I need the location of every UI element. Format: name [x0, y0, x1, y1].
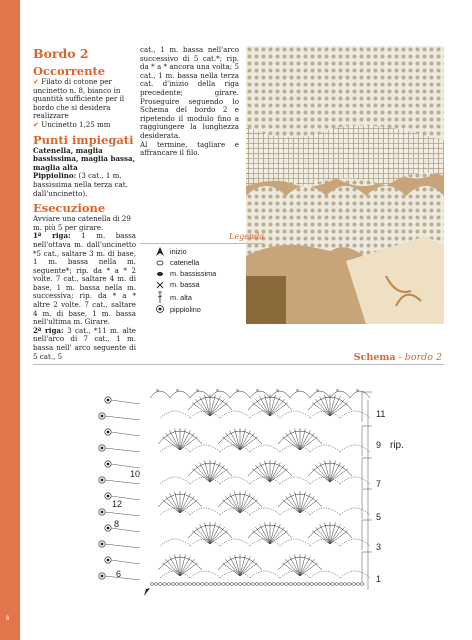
- occorrente-item-filato: ✔ Filato di cotone per uncinetto n. 8, bianco in quantità sufficiente per il bordo che si desidera realizzare: [33, 77, 125, 121]
- lace-photo-image: [246, 46, 444, 324]
- svg-text:×: ×: [196, 388, 199, 394]
- finishing-instructions: Al termine, tagliare e affrancare il filo.: [140, 139, 239, 158]
- row-number-12: 12: [112, 499, 123, 509]
- svg-text:×: ×: [176, 388, 179, 394]
- page-title: Bordo 2: [33, 46, 89, 61]
- legend-divider: [140, 243, 264, 244]
- svg-text:×: ×: [216, 388, 219, 394]
- svg-text:×: ×: [356, 388, 359, 394]
- column-middle: [140, 46, 239, 158]
- pippiolino-def: Pippiolino: (3 cat., 1 m. bassissima nella terza cat. dall'uncinetto).: [33, 171, 128, 198]
- check-icon: ✔: [33, 77, 39, 86]
- row-number-9: 9: [376, 440, 382, 450]
- start-arrow-icon: [150, 247, 170, 256]
- svg-text:×: ×: [276, 388, 279, 394]
- punti-heading: Punti impiegati: [33, 132, 134, 147]
- picot-icon: [150, 305, 170, 314]
- riga2-instructions: 2ª riga: 3 cat., *11 m. alte nell'arco di 7 cat., 1 m. bassa nell' arco seguente di 5 cat., 5: [33, 325, 136, 361]
- start-arrow-icon: [144, 588, 150, 596]
- legend-row-bassa: m. bassa: [150, 279, 250, 290]
- row-number-10: 10: [130, 469, 141, 479]
- row-number-3: 3: [376, 542, 382, 552]
- riga1-instructions: 1ª riga: 1 m. bassa nell'ottava m. dall'uncinetto *5 cat., saltare 3 m. di base, 1 m. bassa nella m. seguente*; rip. da * a * 2 volte. 7 cat., saltare 4 m. di base, 1 m. bassa nella m. successiva; rip. da * a * altre 2 volte. 7 cat., saltare 4 m. di base, 1 m. bassa nell'ultima m. Girare.: [33, 231, 136, 327]
- occorrente-item-uncinetto: ✔ Uncinetto 1,25 mm: [33, 119, 111, 129]
- occorrente-heading: Occorrente: [33, 64, 106, 78]
- esecuzione-heading: Esecuzione: [33, 201, 106, 216]
- legend-title: Legenda: [229, 232, 264, 241]
- svg-text:×: ×: [336, 388, 339, 394]
- page-sidebar: [0, 0, 20, 640]
- row-number-5: 5: [376, 512, 382, 522]
- chain-stitch-icon: [150, 260, 170, 266]
- schema-divider: [33, 364, 444, 365]
- row-number-1: 1: [376, 574, 382, 584]
- row-number-11: 11: [376, 409, 386, 419]
- legend-row-bassissima: m. bassissima: [150, 268, 250, 279]
- page-number: 6: [6, 616, 10, 622]
- instructions-continued: cat., 1 m. bassa nell'arco successivo di 5 cat.*; rip. da * a * ancora una volta; 5 cat., 1 m. bassa nella terza cat. d'inizio della riga precedente; girare. Proseguire seguendo lo Schema del bordo 2 e ripetendo il modulo fino a raggiungere la lunghezza desiderata.: [140, 45, 239, 140]
- svg-text:×: ×: [156, 388, 159, 394]
- svg-text:×: ×: [236, 388, 239, 394]
- schema-title: Schema - bordo 2: [353, 352, 442, 363]
- crochet-diagram: [80, 370, 420, 610]
- legend-row-pippiolino: pippiolino: [150, 304, 250, 315]
- legend-row-catenella: catenella: [150, 257, 250, 268]
- double-crochet-icon: [150, 291, 170, 304]
- svg-text:×: ×: [316, 388, 319, 394]
- repeat-label: rip.: [390, 440, 404, 451]
- row-number-6: 6: [116, 569, 122, 579]
- check-icon: ✔: [33, 119, 39, 129]
- lace-photo: [246, 46, 444, 324]
- legend-row-alta: m. alta: [150, 290, 250, 304]
- column-left: [33, 46, 136, 361]
- svg-text:×: ×: [296, 388, 299, 394]
- single-crochet-icon: [150, 281, 170, 289]
- legend-row-inizio: inizio: [150, 246, 250, 257]
- svg-text:×: ×: [256, 388, 259, 394]
- punti-list: Catenella, maglia bassissima, maglia bassa, maglia alta: [33, 145, 136, 172]
- slip-stitch-icon: [150, 271, 170, 277]
- row-number-7: 7: [376, 479, 382, 489]
- legend: [150, 246, 250, 315]
- esecuzione-intro: Avviare una catenella di 29 m. più 5 per girare.: [33, 214, 131, 232]
- row-number-8: 8: [114, 519, 120, 529]
